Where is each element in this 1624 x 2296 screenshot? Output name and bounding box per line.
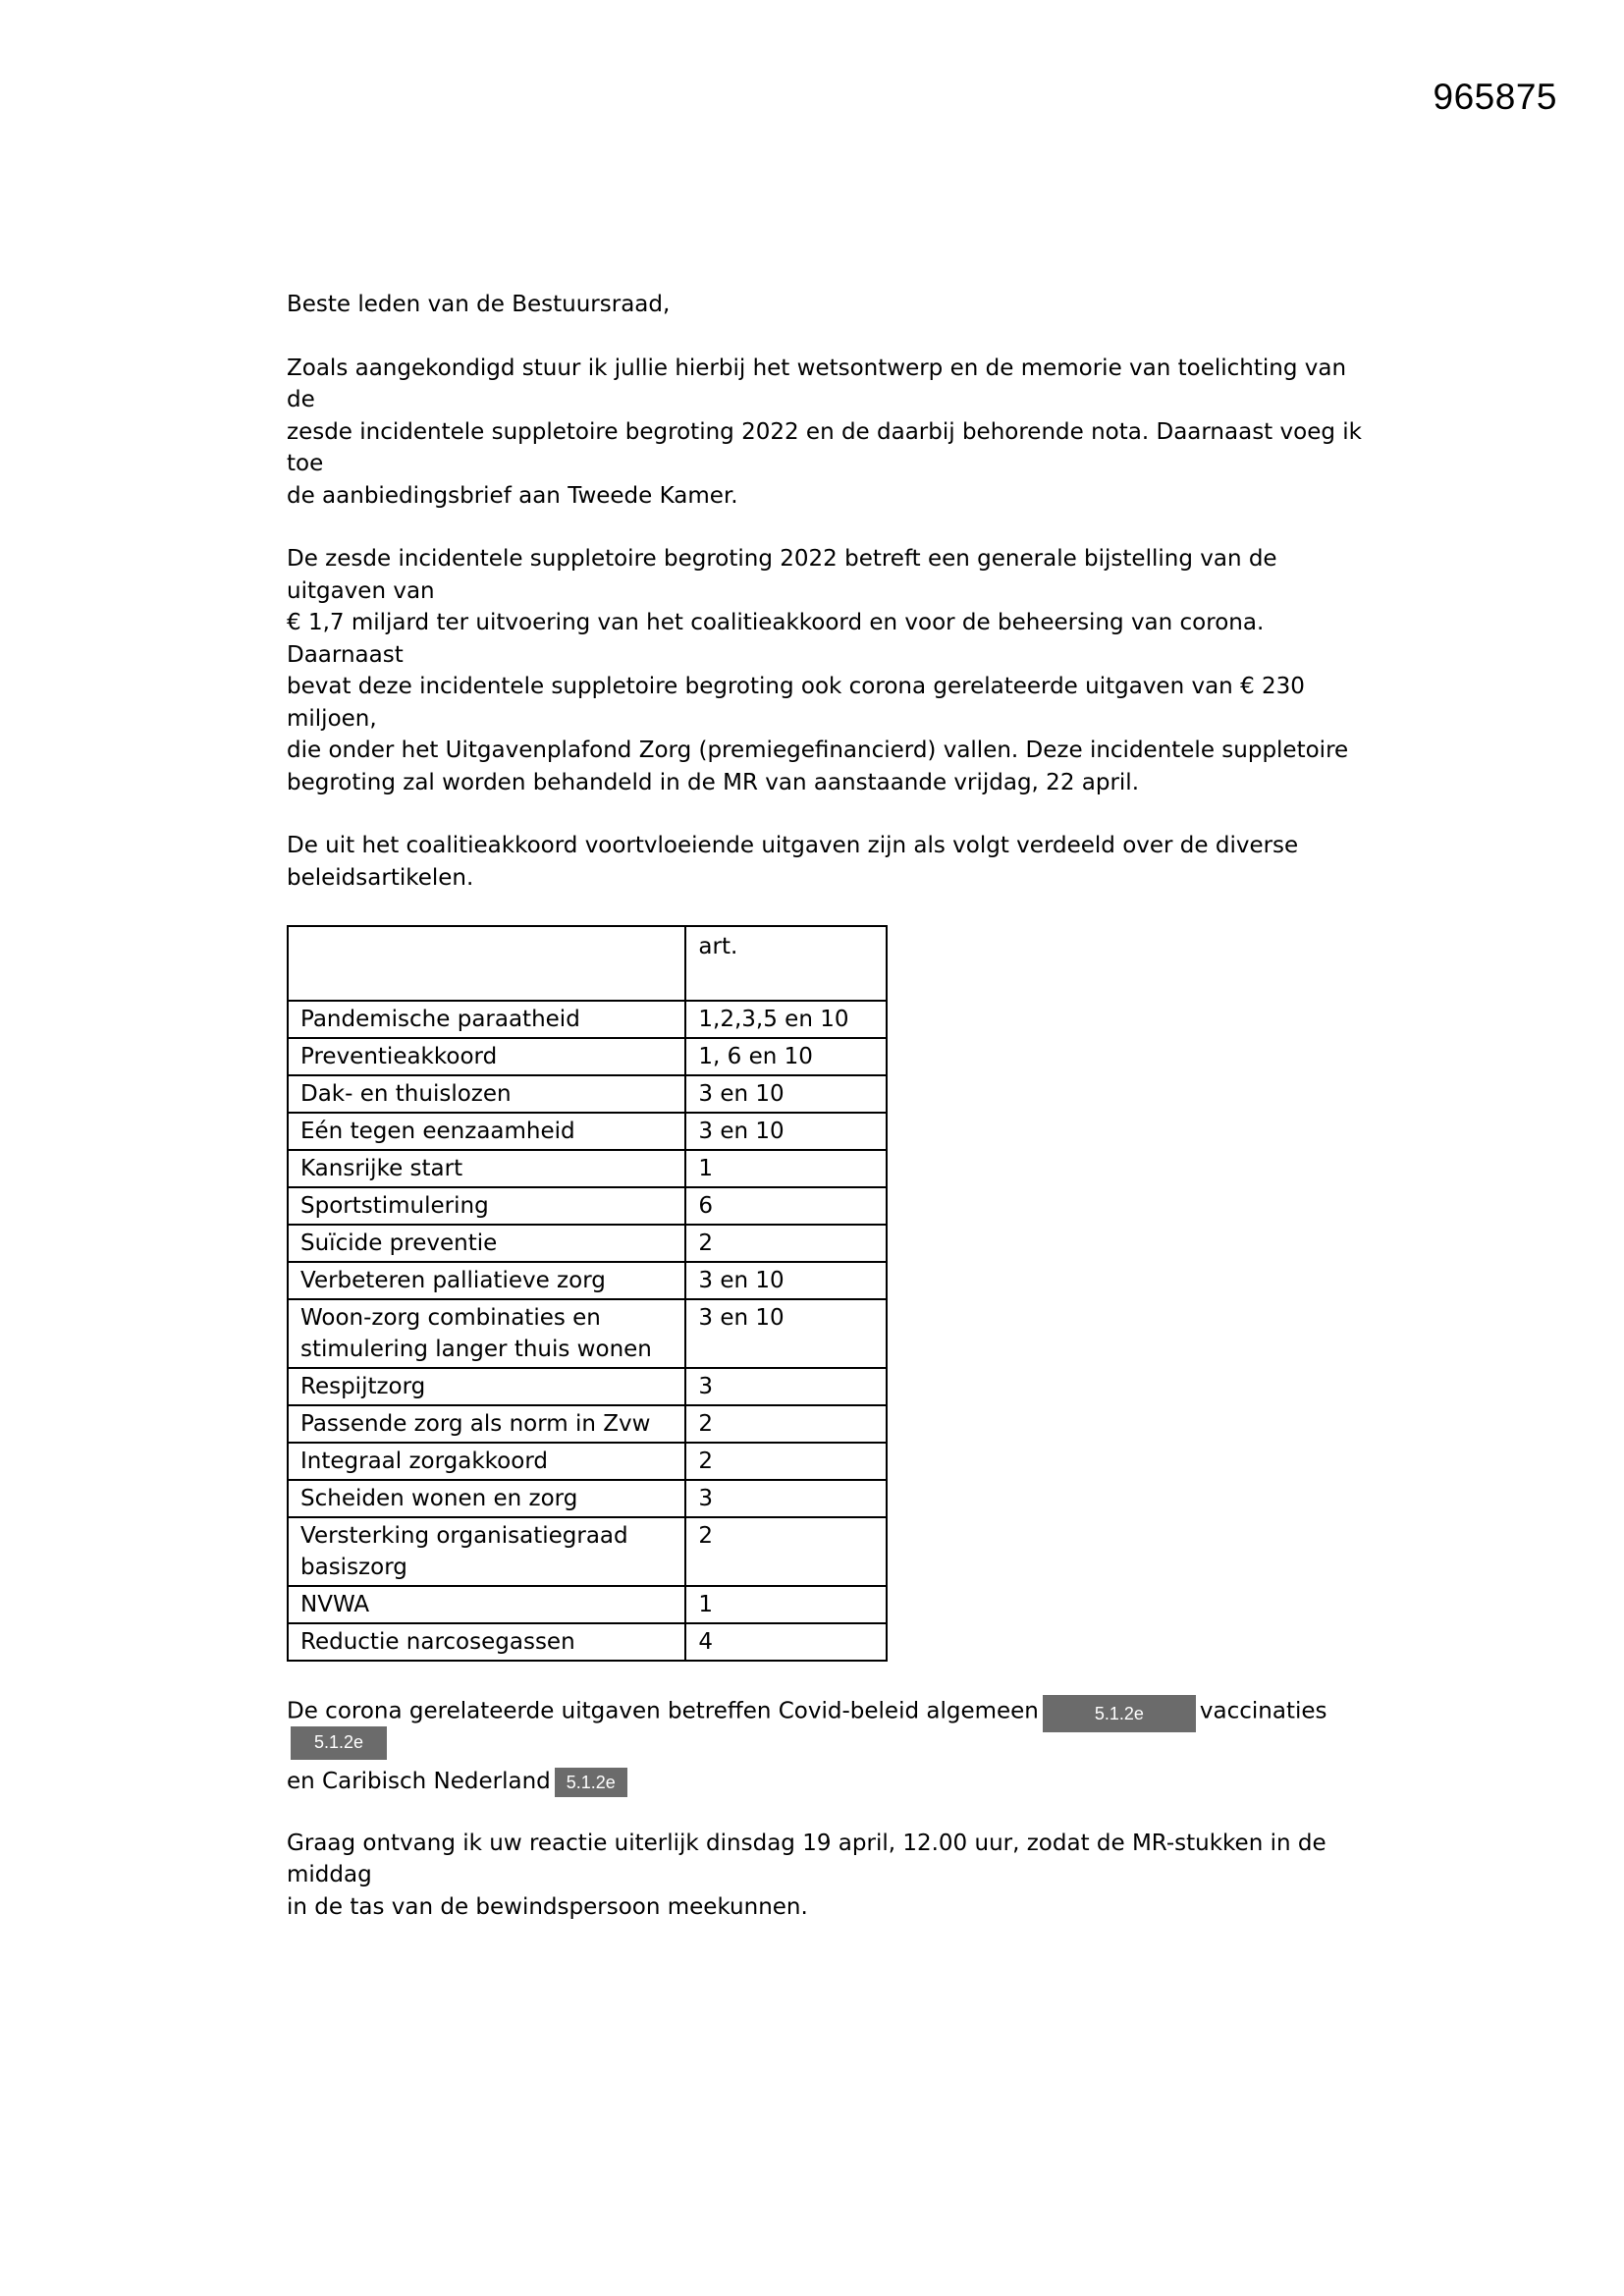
letter-body — [287, 289, 1367, 1954]
table-cell-article: 3 — [685, 1368, 887, 1405]
table-cell-policy: Verbeteren palliatieve zorg — [288, 1262, 685, 1299]
table-cell-article: 2 — [685, 1517, 887, 1586]
table-row — [288, 1517, 887, 1586]
paragraph-line: De zesde incidentele suppletoire begroting 2022 betreft een generale bijstelling van de uitgaven van — [287, 546, 1277, 604]
policy-articles-table — [287, 925, 888, 1662]
table-header-art: art. — [685, 926, 887, 1001]
table-row — [288, 1299, 887, 1368]
paragraph-intro — [287, 353, 1367, 513]
paragraph-line: € 1,7 miljard ter uitvoering van het coalitieakkoord en voor de beheersing van corona. Daarnaast — [287, 610, 1265, 668]
table-cell-article: 3 en 10 — [685, 1113, 887, 1150]
table-row — [288, 1368, 887, 1405]
table-cell-policy: Eén tegen eenzaamheid — [288, 1113, 685, 1150]
salutation: Beste leden van de Bestuursraad, — [287, 292, 671, 317]
paragraph-line: begroting zal worden behandeld in de MR van aanstaande vrijdag, 22 april. — [287, 769, 1140, 795]
table-cell-policy: Pandemische paraatheid — [288, 1001, 685, 1038]
table-cell-policy: Kansrijke start — [288, 1150, 685, 1187]
table-cell-article: 3 en 10 — [685, 1299, 887, 1368]
paragraph-line: die onder het Uitgavenplafond Zorg (premiegefinancierd) vallen. Deze incidentele suppletoire — [287, 738, 1349, 763]
document-number: 965875 — [1433, 77, 1557, 117]
table-cell-article: 3 en 10 — [685, 1262, 887, 1299]
table-cell-policy: Scheiden wonen en zorg — [288, 1480, 685, 1517]
paragraph-line: zesde incidentele suppletoire begroting 2022 en de daarbij behorende nota. Daarnaast voeg ik toe — [287, 418, 1362, 476]
paragraph-line: de aanbiedingsbrief aan Tweede Kamer. — [287, 482, 738, 509]
corona-text-c: en Caribisch Nederland — [287, 1769, 551, 1794]
paragraph-line: bevat deze incidentele suppletoire begroting ook corona gerelateerde uitgaven van € 230 miljoen, — [287, 674, 1305, 732]
table-cell-policy: Woon-zorg combinaties en stimulering langer thuis wonen — [288, 1299, 685, 1368]
table-row — [288, 1405, 887, 1443]
redaction-box: 5.1.2e — [291, 1726, 387, 1760]
table-cell-article: 3 en 10 — [685, 1075, 887, 1113]
table-row — [288, 1113, 887, 1150]
table-cell-policy: NVWA — [288, 1586, 685, 1623]
table-cell-article: 2 — [685, 1225, 887, 1262]
table-cell-policy: Dak- en thuislozen — [288, 1075, 685, 1113]
table-row — [288, 1225, 887, 1262]
table-row — [288, 1001, 887, 1038]
paragraph-line: Graag ontvang ik uw reactie uiterlijk dinsdag 19 april, 12.00 uur, zodat de MR-stukken in de middag — [287, 1830, 1326, 1887]
table-row — [288, 1262, 887, 1299]
paragraph-line: in de tas van de bewindspersoon meekunnen. — [287, 1893, 808, 1920]
paragraph-budget — [287, 543, 1367, 798]
table-row — [288, 1187, 887, 1225]
table-row — [288, 1623, 887, 1661]
table-cell-article: 3 — [685, 1480, 887, 1517]
table-row — [288, 1150, 887, 1187]
corona-text-a: De corona gerelateerde uitgaven betreffen Covid-beleid algemeen — [287, 1698, 1039, 1724]
table-header-row — [288, 926, 887, 1001]
paragraph-line: beleidsartikelen. — [287, 864, 474, 891]
corona-text-b: vaccinaties — [1199, 1698, 1327, 1724]
paragraph-line: Zoals aangekondigd stuur ik jullie hierbij het wetsontwerp en de memorie van toelichting van de — [287, 355, 1347, 412]
redaction-box: 5.1.2e — [555, 1768, 627, 1797]
redaction-box: 5.1.2e — [1043, 1695, 1196, 1732]
paragraph-line: De uit het coalitieakkoord voortvloeiende uitgaven zijn als volgt verdeeld over de diverse — [287, 833, 1299, 858]
table-cell-policy: Reductie narcosegassen — [288, 1623, 685, 1661]
table-cell-article: 2 — [685, 1405, 887, 1443]
table-cell-policy: Integraal zorgakkoord — [288, 1443, 685, 1480]
table-row — [288, 1480, 887, 1517]
paragraph-corona — [287, 1691, 1367, 1798]
table-cell-policy: Respijtzorg — [288, 1368, 685, 1405]
table-cell-article: 1, 6 en 10 — [685, 1038, 887, 1075]
table-cell-article: 4 — [685, 1623, 887, 1661]
table-cell-article: 2 — [685, 1443, 887, 1480]
table-cell-policy: Versterking organisatiegraad basiszorg — [288, 1517, 685, 1586]
table-cell-article: 1,2,3,5 en 10 — [685, 1001, 887, 1038]
table-row — [288, 1075, 887, 1113]
table-cell-article: 1 — [685, 1586, 887, 1623]
table-header-name — [288, 926, 685, 1001]
table-cell-article: 1 — [685, 1150, 887, 1187]
table-row — [288, 1586, 887, 1623]
table-row — [288, 1443, 887, 1480]
table-cell-article: 6 — [685, 1187, 887, 1225]
table-cell-policy: Suïcide preventie — [288, 1225, 685, 1262]
paragraph-distribution — [287, 830, 1367, 894]
table-cell-policy: Passende zorg als norm in Zvw — [288, 1405, 685, 1443]
table-cell-policy: Preventieakkoord — [288, 1038, 685, 1075]
paragraph-request — [287, 1828, 1367, 1924]
table-row — [288, 1038, 887, 1075]
table-cell-policy: Sportstimulering — [288, 1187, 685, 1225]
table-body — [288, 1001, 887, 1661]
